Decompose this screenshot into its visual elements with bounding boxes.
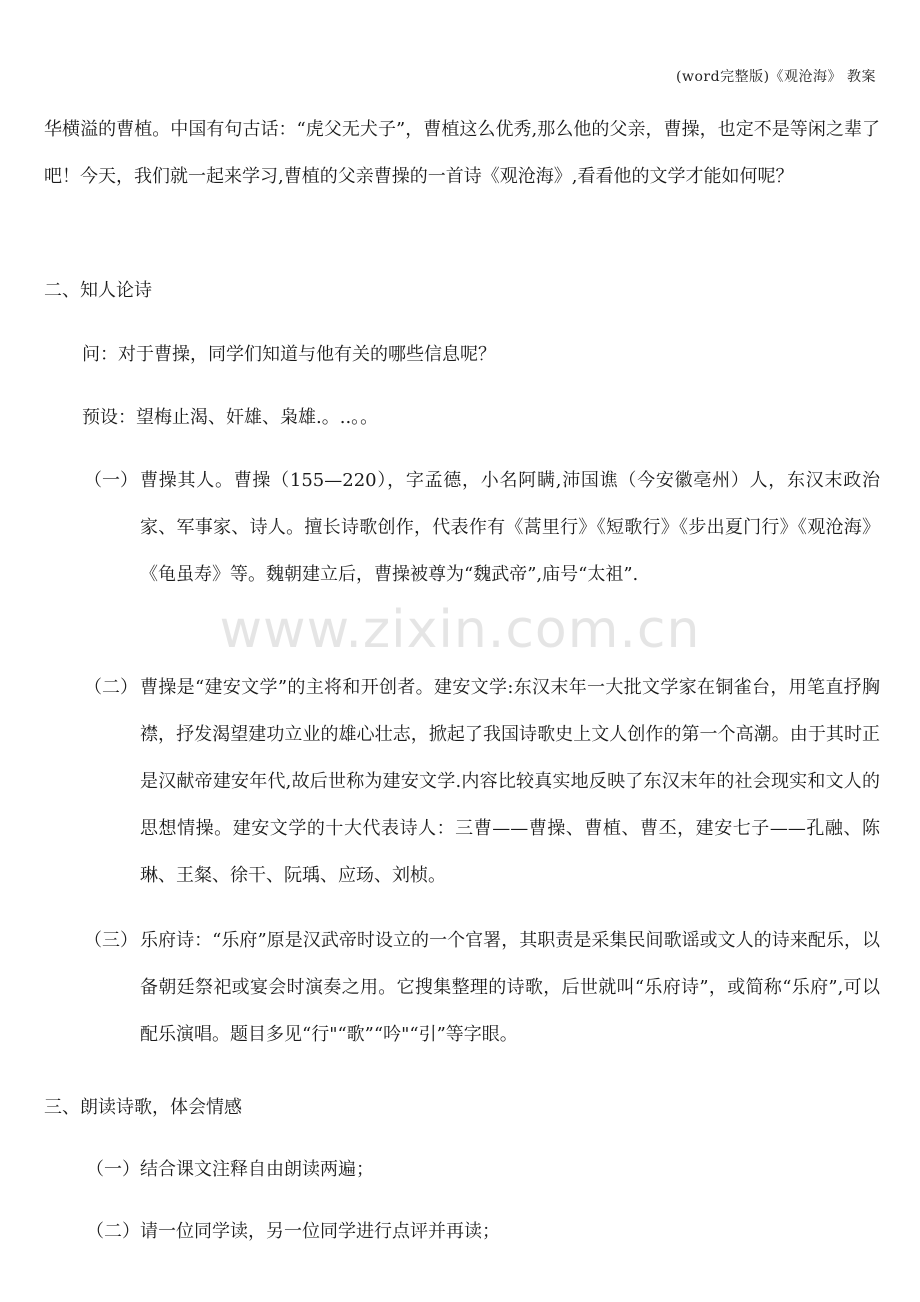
info-item-number: （三）	[84, 930, 138, 951]
info-item-text: 曹操其人。曹操（155—220），字孟德，小名阿瞒,沛国谯（今安徽亳州）人，东汉末政治家、军事家、诗人。擅长诗歌创作，代表作有《蒿里行》《短歌行》《步出夏门行》《观沧海》《龟虽寿》等。魏朝建立后，曹操被尊为“魏武帝”,庙号“太祖”.	[140, 470, 880, 585]
section-heading-2: 二、知人论诗	[44, 280, 152, 301]
document-header-title: (word完整版)《观沧海》 教案	[676, 69, 876, 85]
info-item-number: （二）	[84, 677, 138, 698]
preset-answer-line: 预设：望梅止渴、奸雄、枭雄.。..。。	[82, 407, 379, 428]
section-heading-3: 三、朗读诗歌，体会情感	[44, 1097, 242, 1118]
info-item-1	[84, 457, 880, 598]
question-line: 问：对于曹操，同学们知道与他有关的哪些信息呢？	[82, 344, 496, 365]
info-item-3	[84, 917, 880, 1058]
reading-step-2: （二）请一位同学读，另一位同学进行点评并再读；	[86, 1221, 500, 1242]
info-item-2	[84, 664, 880, 899]
info-item-text: 曹操是“建安文学”的主将和开创者。建安文学:东汉末年一大批文学家在铜雀台，用笔直抒胸襟，抒发渴望建功立业的雄心壮志，掀起了我国诗歌史上文人创作的第一个高潮。由于其时正是汉献帝建安年代,故后世称为建安文学.内容比较真实地反映了东汉末年的社会现实和文人的思想情操。建安文学的十大代表诗人：三曹——曹操、曹植、曹丕，建安七子——孔融、陈琳、王粲、徐干、阮瑀、应玚、刘桢。	[140, 677, 880, 886]
intro-paragraph: 华横溢的曹植。中国有句古话：“虎父无犬子”，曹植这么优秀,那么他的父亲，曹操，也定不是等闲之辈了吧！今天，我们就一起来学习,曹植的父亲曹操的一首诗《观沧海》,看看他的文学才能如何呢？	[44, 119, 880, 187]
info-item-text: 乐府诗：“乐府”原是汉武帝时设立的一个官署，其职责是采集民间歌谣或文人的诗来配乐，以备朝廷祭祀或宴会时演奏之用。它搜集整理的诗歌，后世就叫“乐府诗”，或简称“乐府”,可以配乐演唱。题目多见“行"“歌”“吟"“引”等字眼。	[140, 930, 880, 1045]
watermark: www.zixin.com.cn	[219, 600, 701, 660]
reading-step-1: （一）结合课文注释自由朗读两遍；	[86, 1159, 374, 1180]
info-item-number: （一）	[84, 470, 138, 491]
